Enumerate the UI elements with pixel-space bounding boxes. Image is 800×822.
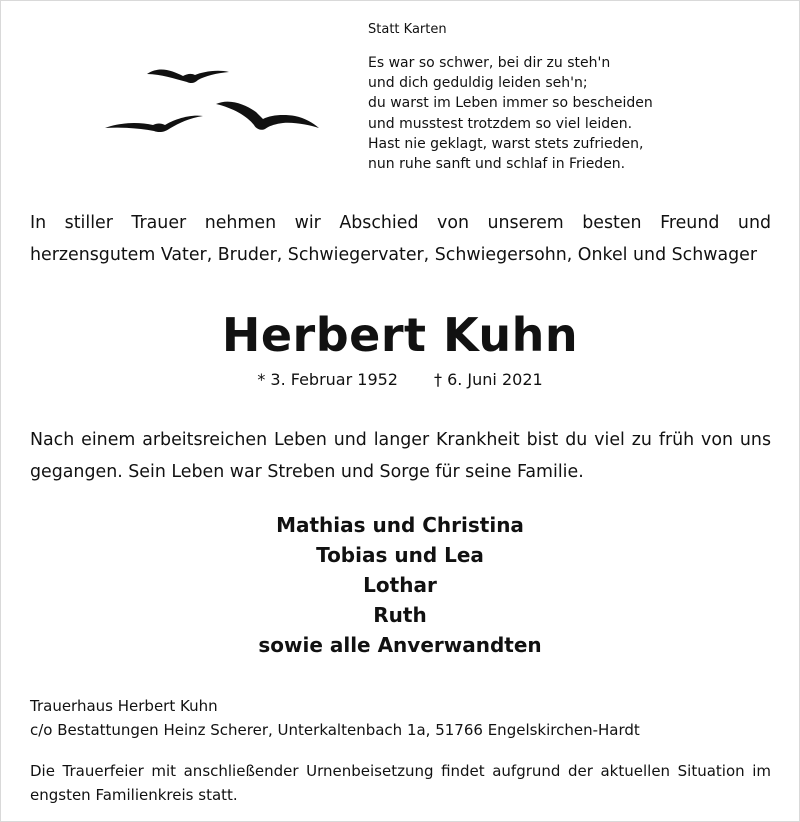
life-dates <box>0 370 800 389</box>
message-paragraph: Nach einem arbeitsreichen Leben und langer Krankheit bist du viel zu früh von uns gegangen. Sein Leben war Streben und Sorge für seine Familie. <box>30 430 771 483</box>
poem-line: du warst im Leben immer so bescheiden <box>368 95 653 112</box>
poem-line: nun ruhe sanft und schlaf in Frieden. <box>368 156 626 173</box>
bird-right <box>216 102 319 130</box>
intro-paragraph: In stiller Trauer nehmen wir Abschied von unserem besten Freund und herzensgutem Vater, Bruder, Schwiegervater, Schwiegersohn, Onkel und Schwager <box>30 213 771 266</box>
poem-line: und dich geduldig leiden seh'n; <box>368 75 588 92</box>
poem-line: Hast nie geklagt, warst stets zufrieden, <box>368 135 644 152</box>
survivor-line: Ruth <box>373 603 427 627</box>
death-date: † 6. Juni 2021 <box>433 370 543 389</box>
survivor-line: Lothar <box>363 573 437 597</box>
poem-line: Es war so schwer, bei dir zu steh'n <box>368 55 611 71</box>
bird-top <box>147 70 229 84</box>
survivor-line: Tobias und Lea <box>316 543 484 567</box>
mourning-house: Trauerhaus Herbert Kuhn <box>30 697 218 715</box>
deceased-name: Herbert Kuhn <box>221 308 579 362</box>
birth-date: * 3. Februar 1952 <box>257 370 398 389</box>
survivors-list <box>0 510 800 660</box>
header-label: Statt Karten <box>368 22 447 37</box>
bird-bottom-left <box>105 116 203 132</box>
poem <box>368 53 768 174</box>
birds-illustration <box>105 52 320 142</box>
survivor-line: Mathias und Christina <box>276 513 524 537</box>
ceremony-notice: Die Trauerfeier mit anschließender Urnenbeisetzung findet aufgrund der aktuellen Situation im engsten Familienkreis statt. <box>30 762 771 804</box>
funeral-home-address: c/o Bestattungen Heinz Scherer, Unterkaltenbach 1a, 51766 Engelskirchen-Hardt <box>30 721 640 739</box>
poem-line: und musstest trotzdem so viel leiden. <box>368 115 633 132</box>
survivor-line: sowie alle Anverwandten <box>258 633 542 657</box>
footer-address <box>30 694 771 742</box>
